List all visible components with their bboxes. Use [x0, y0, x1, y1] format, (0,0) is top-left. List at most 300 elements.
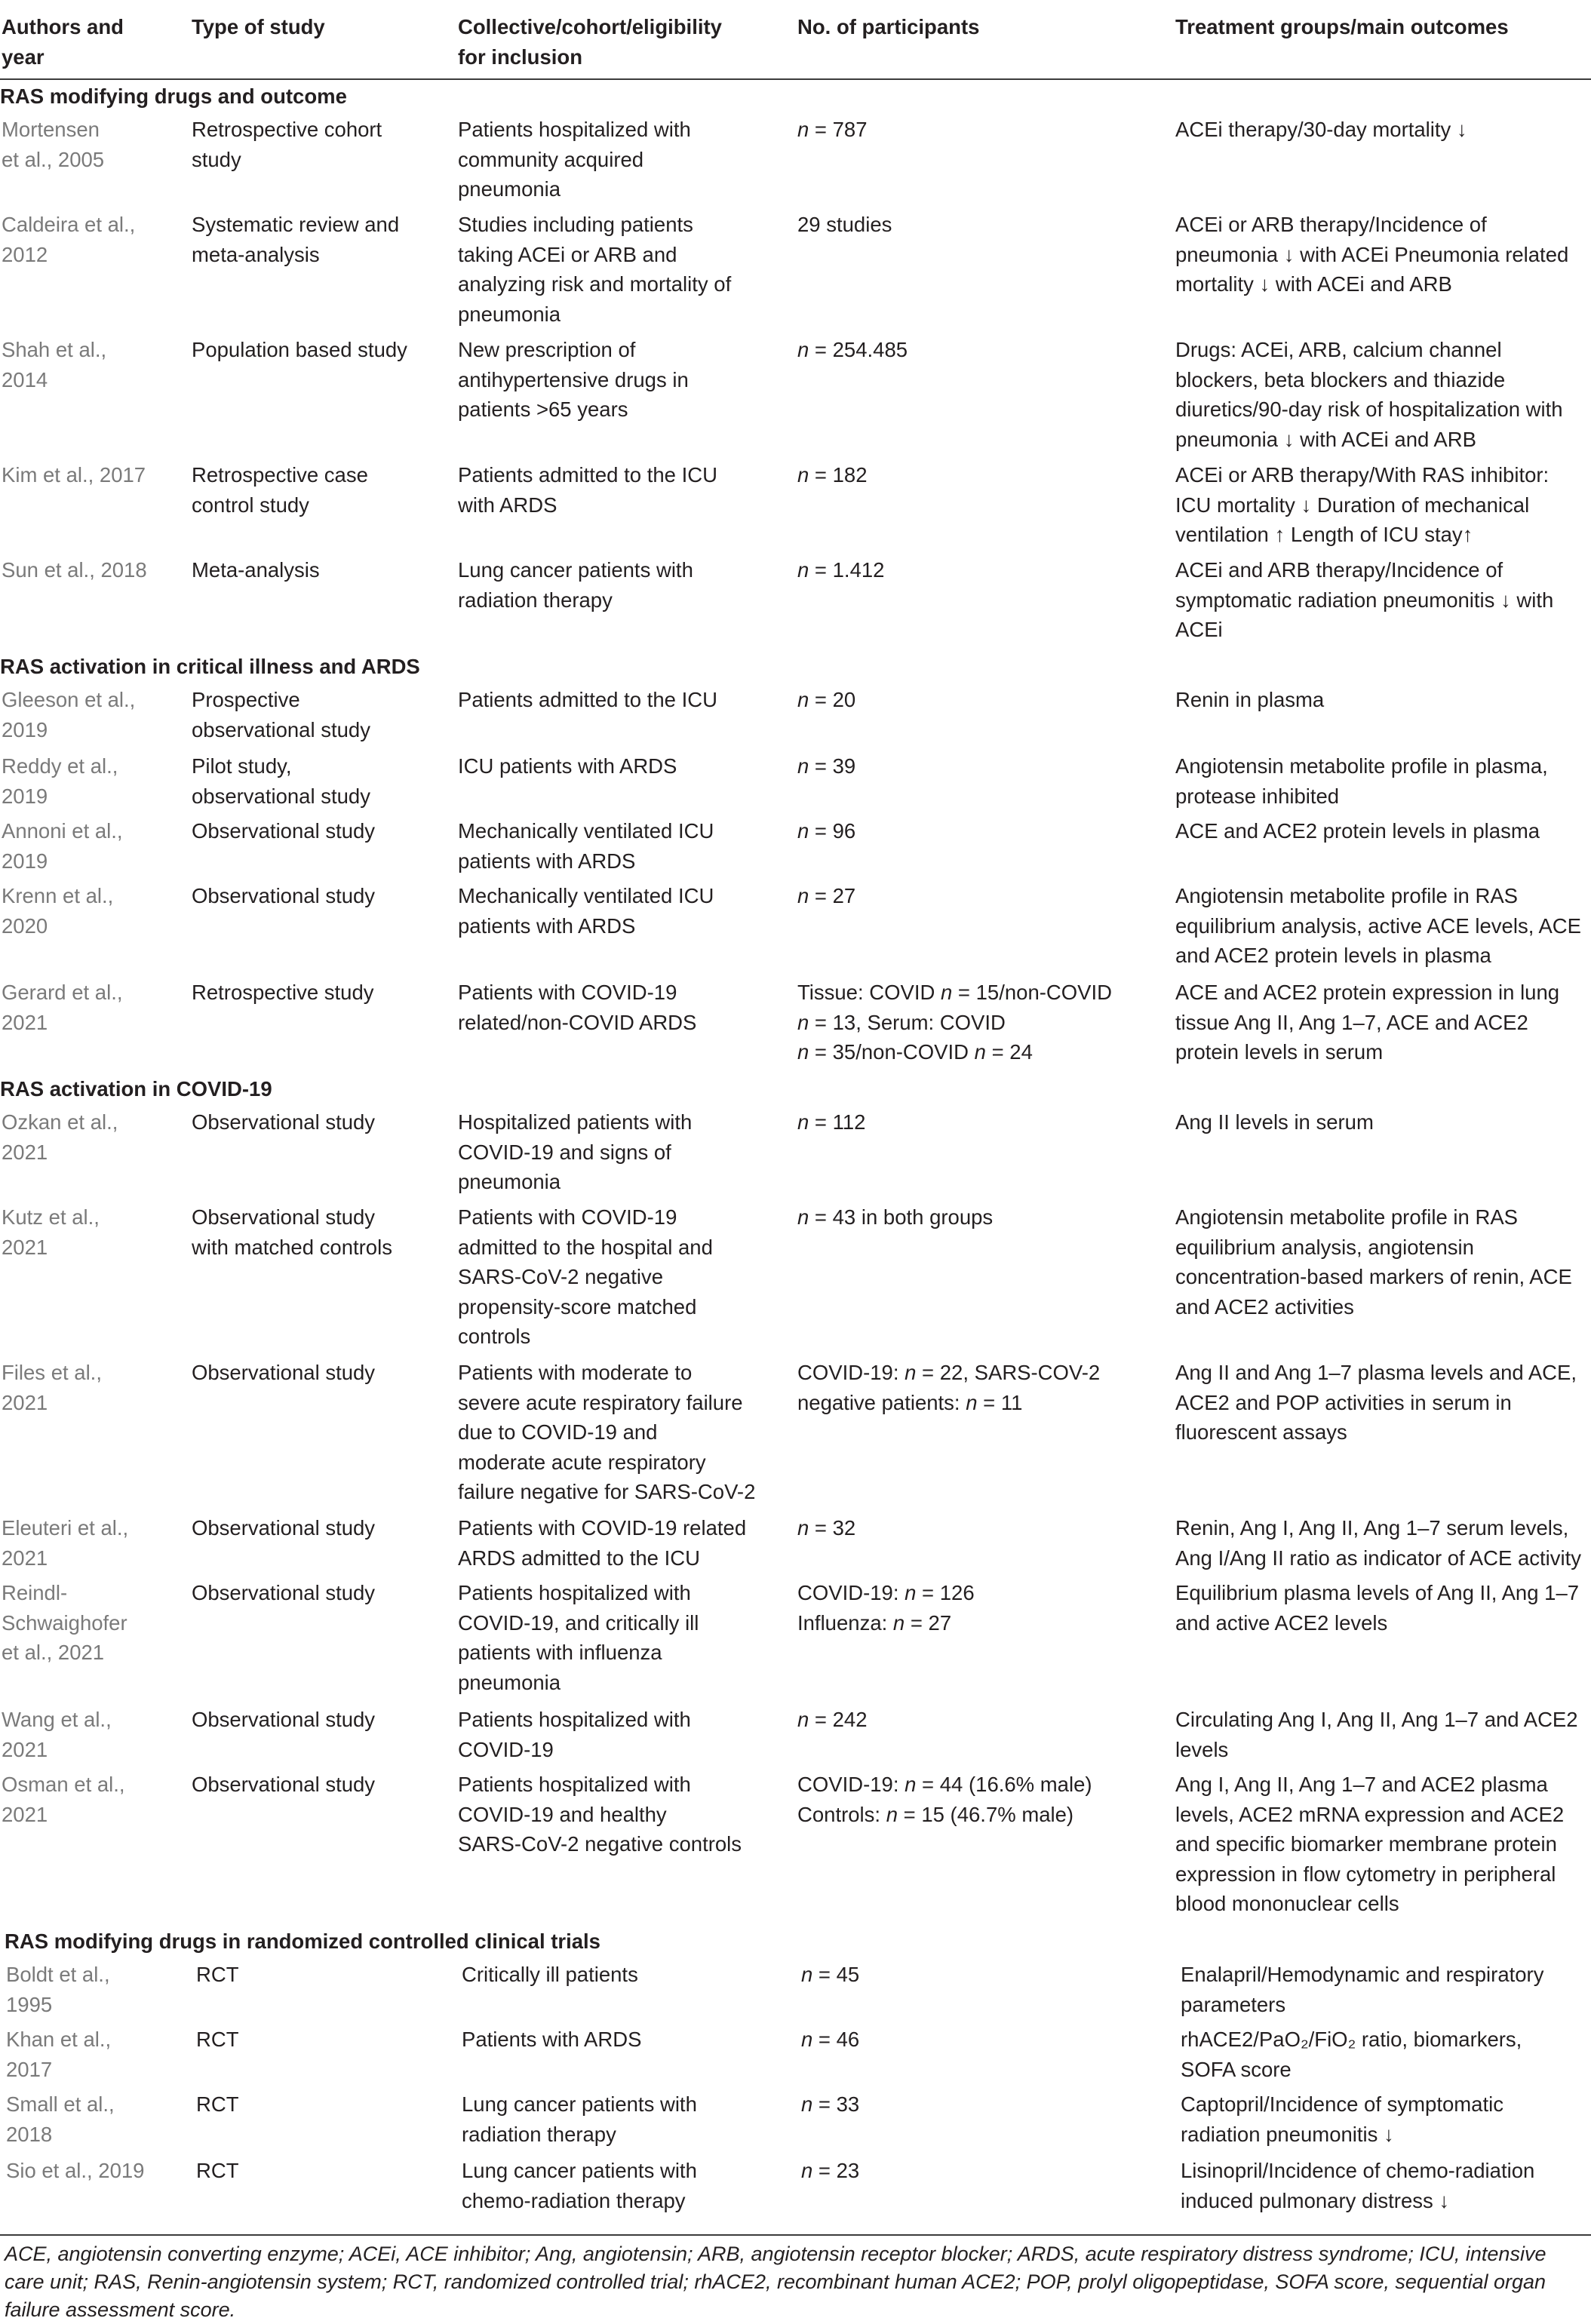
cohort-cell-line: Lung cancer patients with	[462, 2159, 697, 2182]
study-type-cell	[192, 685, 448, 744]
n-symbol: n	[797, 884, 809, 907]
authors-cell-line: 2018	[6, 2122, 53, 2146]
authors-cell	[6, 2025, 187, 2084]
participants-cell	[797, 335, 1129, 365]
cohort-cell-line: Lung cancer patients with	[458, 558, 693, 582]
cohort-cell	[458, 1358, 782, 1507]
study-type-cell-line: observational study	[192, 717, 370, 741]
section-heading	[0, 1923, 1591, 1958]
study-type-cell	[192, 1705, 448, 1735]
table-footnote	[0, 2234, 1591, 2324]
study-type-cell	[192, 115, 448, 174]
cohort-cell-line: Patients hospitalized with	[458, 118, 691, 141]
n-symbol: n	[974, 1040, 986, 1064]
participants-text: = 33	[812, 2092, 860, 2116]
participants-text: COVID-19:	[797, 1773, 905, 1796]
authors-cell-line: 2019	[2, 784, 48, 808]
study-type-cell-line: Retrospective case	[192, 463, 368, 487]
header-authors-line: Authors and	[2, 15, 124, 38]
authors-cell	[2, 1578, 183, 1668]
participants-text: = 45	[812, 1963, 860, 1986]
outcome-cell-line: rhACE2/PaO₂/FiO₂ ratio, biomarkers,	[1181, 2028, 1522, 2051]
study-type-cell	[192, 460, 448, 520]
outcome-cell-line: and specific biomarker membrane protein	[1175, 1832, 1557, 1856]
authors-cell-line: Schwaighofer	[2, 1610, 127, 1635]
authors-cell-line: Mortensen	[2, 118, 100, 141]
cohort-cell-line: taking ACEi or ARB and	[458, 242, 677, 266]
header-participants: No. of participants	[797, 15, 980, 38]
n-symbol: n	[797, 1516, 809, 1540]
study-type-cell	[192, 1513, 448, 1543]
n-symbol: n	[797, 819, 809, 843]
participants-cell	[797, 816, 1129, 846]
study-type-cell	[192, 1107, 448, 1137]
cohort-cell	[462, 2089, 786, 2149]
authors-cell-line: 2019	[2, 849, 48, 873]
outcome-cell	[1175, 115, 1591, 145]
n-symbol: n	[797, 118, 809, 141]
study-type-cell-line: Prospective	[192, 688, 300, 711]
participants-text: = 112	[809, 1110, 866, 1134]
outcome-cell	[1175, 816, 1591, 846]
participants-cell	[797, 1578, 1129, 1638]
cohort-cell	[462, 2156, 786, 2215]
outcome-cell-line: Circulating Ang I, Ang II, Ang 1–7 and ACE2	[1175, 1708, 1578, 1731]
section-title: RAS activation in COVID-19	[0, 1077, 272, 1101]
n-symbol: n	[797, 754, 809, 778]
outcome-cell	[1175, 1202, 1591, 1322]
outcome-cell-line: protease inhibited	[1175, 784, 1340, 808]
outcome-cell-line: levels, ACE2 mRNA expression and ACE2	[1175, 1802, 1565, 1826]
cohort-cell-line: Patients admitted to the ICU	[458, 463, 717, 487]
outcome-cell-line: Angiotensin metabolite profile in RAS	[1175, 1205, 1519, 1229]
cohort-cell	[458, 881, 782, 941]
participants-cell	[797, 881, 1129, 911]
n-symbol: n	[801, 2092, 813, 2116]
participants-cell	[801, 2156, 1133, 2186]
table-row	[0, 2154, 1591, 2219]
participants-line	[797, 335, 1129, 365]
table-row	[0, 815, 1591, 880]
participants-line	[797, 881, 1129, 911]
participants-text: Controls:	[797, 1802, 886, 1826]
participants-text: = 20	[809, 688, 856, 711]
outcome-cell-line: Renin, Ang I, Ang II, Ang 1–7 serum levels,	[1175, 1516, 1569, 1540]
outcome-cell-line: Angiotensin metabolite profile in RAS	[1175, 884, 1519, 907]
participants-cell	[801, 1960, 1133, 1990]
study-type-cell	[196, 2156, 453, 2186]
authors-cell-line: Kutz et al.,	[2, 1205, 100, 1229]
cohort-cell-line: admitted to the hospital and	[458, 1235, 713, 1259]
outcome-cell-line: Enalapril/Hemodynamic and respiratory	[1181, 1963, 1544, 1986]
participants-cell	[797, 115, 1129, 145]
cohort-cell-line: patients >65 years	[458, 398, 628, 421]
n-symbol: n	[797, 463, 809, 487]
outcome-cell-line: pneumonia ↓ with ACEi and ARB	[1175, 427, 1476, 451]
authors-cell-line: Reddy et al.,	[2, 754, 118, 778]
outcome-cell-line: Renin in plasma	[1175, 688, 1325, 711]
cohort-cell-line: Patients with COVID-19	[458, 981, 677, 1004]
authors-cell-line: 2021	[2, 1802, 48, 1826]
outcome-cell-line: blockers, beta blockers and thiazide	[1175, 367, 1506, 391]
authors-cell	[2, 978, 183, 1037]
cohort-cell-line: community acquired	[458, 147, 644, 171]
outcome-cell	[1181, 2089, 1591, 2149]
authors-cell-line: 2021	[2, 1546, 48, 1570]
participants-line	[797, 978, 1129, 1008]
study-type-cell	[192, 881, 448, 911]
cohort-cell	[458, 115, 782, 204]
outcome-cell-line: Ang I/Ang II ratio as indicator of ACE activity	[1175, 1546, 1582, 1570]
study-type-cell-line: Population based study	[192, 338, 407, 361]
table-row	[0, 1768, 1591, 1923]
n-symbol: n	[797, 1708, 809, 1731]
authors-cell-line: 2014	[2, 367, 48, 391]
header-collective-line: for inclusion	[458, 45, 582, 69]
cohort-cell-line: analyzing risk and mortality of	[458, 272, 732, 296]
participants-text: = 27	[809, 884, 856, 907]
study-type-cell-line: control study	[192, 493, 309, 517]
participants-text: = 1.412	[809, 558, 885, 582]
participants-cell	[797, 1202, 1129, 1233]
cohort-cell-line: Mechanically ventilated ICU	[458, 884, 714, 907]
participants-text: = 44 (16.6% male)	[916, 1773, 1092, 1796]
outcome-cell-line: Ang II and Ang 1–7 plasma levels and ACE,	[1175, 1361, 1577, 1384]
authors-cell-line: Wang et al.,	[2, 1708, 112, 1731]
table-row	[0, 333, 1591, 459]
participants-cell	[801, 2025, 1133, 2055]
table-row	[0, 113, 1591, 208]
participants-line	[797, 210, 1129, 240]
study-type-cell	[196, 1960, 453, 1990]
table-row	[0, 1106, 1591, 1201]
participants-text: = 96	[809, 819, 856, 843]
cohort-cell	[462, 1960, 786, 1990]
authors-cell-line: Krenn et al.,	[2, 884, 114, 907]
participants-text: = 254.485	[809, 338, 908, 361]
outcome-cell-line: Lisinopril/Incidence of chemo-radiation	[1181, 2159, 1535, 2182]
cohort-cell-line: COVID-19, and critically ill	[458, 1610, 699, 1635]
outcome-cell-line: blood mononuclear cells	[1175, 1892, 1399, 1915]
outcome-cell	[1181, 2025, 1591, 2084]
cohort-cell-line: radiation therapy	[458, 588, 613, 612]
n-symbol: n	[797, 558, 809, 582]
n-symbol: n	[797, 1205, 809, 1229]
participants-line	[797, 115, 1129, 145]
authors-cell-line: Small et al.,	[6, 2092, 115, 2116]
cohort-cell	[458, 210, 782, 329]
authors-cell	[2, 685, 183, 744]
outcome-cell-line: induced pulmonary distress ↓	[1181, 2188, 1450, 2212]
table-row	[0, 2088, 1591, 2154]
authors-cell-line: et al., 2021	[2, 1641, 105, 1664]
participants-line	[801, 2025, 1133, 2055]
outcome-cell	[1175, 1358, 1591, 1448]
study-type-cell-line: RCT	[196, 1963, 239, 1986]
header-collective-line: Collective/cohort/eligibility	[458, 15, 722, 38]
outcome-cell-line: Drugs: ACEi, ARB, calcium channel	[1175, 338, 1502, 361]
cohort-cell-line: propensity-score matched	[458, 1294, 697, 1319]
cohort-cell-line: patients with ARDS	[458, 913, 636, 938]
cohort-cell	[458, 751, 782, 781]
study-type-cell-line: Observational study	[192, 819, 376, 843]
table-row	[0, 1703, 1591, 1768]
study-type-cell	[192, 555, 448, 585]
authors-cell	[6, 2089, 187, 2149]
outcome-cell-line: symptomatic radiation pneumonitis ↓ with	[1175, 588, 1554, 612]
participants-cell	[797, 1770, 1129, 1829]
outcome-cell	[1175, 978, 1591, 1067]
header-outcomes: Treatment groups/main outcomes	[1175, 15, 1509, 38]
authors-cell	[2, 210, 183, 269]
participants-cell	[797, 751, 1129, 781]
section-heading	[0, 1073, 1591, 1106]
table-row	[0, 1512, 1591, 1576]
n-symbol: n	[801, 1963, 813, 1986]
table-row	[0, 554, 1591, 650]
authors-cell	[2, 881, 183, 941]
participants-line	[797, 1770, 1129, 1800]
study-type-cell	[192, 1578, 448, 1608]
outcome-cell-line: mortality ↓ with ACEi and ARB	[1175, 272, 1452, 296]
cohort-cell	[458, 816, 782, 876]
n-symbol: n	[797, 338, 809, 361]
participants-text: = 32	[809, 1516, 856, 1540]
authors-cell	[2, 816, 183, 876]
participants-cell	[797, 555, 1129, 585]
participants-line	[797, 1800, 1129, 1830]
participants-cell	[797, 1513, 1129, 1543]
footnote-line: ACE, angiotensin converting enzyme; ACEi, ACE inhibitor; Ang, angiotensin; ARB, angiotensin receptor blocker; ARDS, acute respiratory distress syndrome; ICU, intensive	[5, 2243, 1546, 2265]
participants-text: = 39	[809, 754, 856, 778]
section-title: RAS modifying drugs in randomized controlled clinical trials	[5, 1930, 600, 1953]
participants-cell	[797, 460, 1129, 490]
study-type-cell	[192, 978, 448, 1008]
cohort-cell-line: Lung cancer patients with	[462, 2092, 697, 2116]
table-header	[0, 0, 1591, 80]
outcome-cell-line: ACEi therapy/30-day mortality ↓	[1175, 118, 1467, 141]
participants-text: = 15/non-COVID	[952, 981, 1112, 1004]
n-symbol: n	[892, 1610, 905, 1635]
section-title: RAS activation in critical illness and ARDS	[0, 655, 420, 678]
authors-cell-line: Reindl-	[2, 1581, 68, 1604]
authors-cell-line: Boldt et al.,	[6, 1963, 110, 1986]
authors-cell	[6, 2156, 187, 2186]
cohort-cell-line: severe acute respiratory failure	[458, 1390, 743, 1414]
authors-cell-line: 2019	[2, 717, 48, 741]
cohort-cell-line: Critically ill patients	[462, 1963, 638, 1986]
authors-cell-line: 2021	[2, 1235, 48, 1259]
participants-line	[797, 1037, 1129, 1067]
study-type-cell-line: meta-analysis	[192, 242, 320, 266]
outcome-cell-line: equilibrium analysis, angiotensin	[1175, 1235, 1474, 1259]
table-row	[0, 1356, 1591, 1512]
authors-cell-line: 2021	[2, 1737, 48, 1761]
participants-line	[797, 1388, 1129, 1418]
participants-line	[797, 460, 1129, 490]
authors-cell	[2, 115, 183, 174]
cohort-cell-line: controls	[458, 1325, 531, 1348]
authors-cell	[2, 335, 183, 394]
study-type-cell-line: RCT	[196, 2028, 239, 2051]
outcome-cell	[1175, 881, 1591, 971]
cohort-cell-line: pneumonia	[458, 1170, 561, 1193]
participants-text: = 182	[809, 463, 868, 487]
authors-cell	[2, 1358, 183, 1417]
outcome-cell-line: Ang II levels in serum	[1175, 1110, 1374, 1134]
cohort-cell-line: failure negative for SARS-CoV-2	[458, 1480, 756, 1503]
outcome-cell-line: fluorescent assays	[1175, 1420, 1347, 1444]
header-authors	[2, 12, 183, 72]
cohort-cell	[458, 555, 782, 615]
authors-cell	[2, 751, 183, 811]
table-body	[0, 80, 1591, 2219]
study-type-cell-line: Observational study	[192, 1708, 376, 1731]
study-type-cell-line: RCT	[196, 2092, 239, 2116]
cohort-cell-line: ARDS admitted to the ICU	[458, 1546, 700, 1570]
participants-text: = 15 (46.7% male)	[897, 1802, 1074, 1826]
outcome-cell	[1175, 1513, 1591, 1573]
participants-cell	[797, 210, 1129, 240]
participants-cell	[797, 1705, 1129, 1735]
authors-cell-line: Gleeson et al.,	[2, 688, 136, 711]
outcome-cell-line: Ang I, Ang II, Ang 1–7 and ACE2 plasma	[1175, 1773, 1548, 1796]
participants-text: COVID-19:	[797, 1581, 905, 1604]
study-type-cell-line: Observational study	[192, 1773, 376, 1796]
authors-cell	[2, 1770, 183, 1829]
table-row	[0, 683, 1591, 750]
study-type-cell-line: Observational study	[192, 1110, 376, 1134]
outcome-cell-line: ACEi	[1175, 618, 1223, 641]
authors-cell-line: Kim et al., 2017	[2, 463, 146, 487]
outcome-cell	[1175, 555, 1591, 645]
n-symbol: n	[801, 2159, 813, 2182]
study-type-cell-line: Retrospective cohort	[192, 118, 382, 141]
cohort-cell	[458, 1107, 782, 1197]
n-symbol: n	[966, 1390, 978, 1414]
study-type-cell	[192, 335, 448, 365]
authors-cell	[2, 1513, 183, 1573]
outcome-cell-line: radiation pneumonitis ↓	[1181, 2122, 1394, 2146]
cohort-cell-line: SARS-CoV-2 negative controls	[458, 1832, 742, 1856]
participants-line	[797, 1358, 1129, 1388]
participants-line	[797, 1008, 1129, 1038]
participants-cell	[801, 2089, 1133, 2120]
participants-text: = 27	[905, 1610, 952, 1635]
n-symbol: n	[797, 1040, 809, 1064]
footnote-line: care unit; RAS, Renin-angiotensin system; RCT, randomized controlled trial; rhACE2, recombinant human ACE2; POP, prolyl oligopeptidase, SOFA score, sequential organ	[5, 2270, 1546, 2293]
cohort-cell-line: moderate acute respiratory	[458, 1450, 706, 1474]
participants-text: = 11	[977, 1390, 1023, 1414]
section-title: RAS modifying drugs and outcome	[0, 84, 347, 108]
outcome-cell	[1175, 1770, 1591, 1919]
outcome-cell	[1175, 685, 1591, 715]
outcome-cell-line: parameters	[1181, 1992, 1286, 2016]
cohort-cell-line: Studies including patients	[458, 213, 693, 236]
table-row	[0, 459, 1591, 554]
participants-cell	[797, 978, 1129, 1067]
study-type-cell	[192, 1770, 448, 1800]
study-type-cell-line: Observational study	[192, 1361, 376, 1384]
cohort-cell-line: antihypertensive drugs in	[458, 367, 689, 391]
section-heading	[0, 80, 1591, 113]
participants-line	[797, 1578, 1129, 1608]
cohort-cell	[458, 1578, 782, 1697]
cohort-cell-line: New prescription of	[458, 338, 636, 361]
cohort-cell-line: Patients with COVID-19 related	[458, 1516, 747, 1540]
participants-text: = 22, SARS-COV-2	[916, 1361, 1101, 1384]
header-type: Type of study	[192, 15, 325, 38]
cohort-cell-line: SARS-CoV-2 negative	[458, 1265, 664, 1288]
outcome-cell	[1181, 2156, 1591, 2215]
cohort-cell-line: related/non-COVID ARDS	[458, 1010, 697, 1034]
cohort-cell	[458, 685, 782, 715]
authors-cell-line: Caldeira et al.,	[2, 213, 136, 236]
cohort-cell-line: Patients hospitalized with	[458, 1773, 691, 1796]
study-type-cell-line: Retrospective study	[192, 981, 374, 1004]
cohort-cell-line: Patients hospitalized with	[458, 1708, 691, 1731]
participants-line	[797, 1705, 1129, 1735]
outcome-cell	[1175, 1705, 1591, 1764]
participants-text: = 787	[809, 118, 868, 141]
participants-cell	[797, 1107, 1129, 1137]
participants-line	[797, 555, 1129, 585]
cohort-cell	[458, 1202, 782, 1352]
cohort-cell-line: COVID-19 and healthy	[458, 1802, 667, 1826]
outcome-cell-line: ACE and ACE2 protein expression in lung	[1175, 981, 1560, 1004]
header-authors-line: year	[2, 45, 45, 69]
participants-line	[797, 1107, 1129, 1137]
study-type-cell-line: observational study	[192, 784, 370, 808]
participants-text: = 126	[916, 1581, 975, 1604]
study-type-cell	[192, 210, 448, 269]
cohort-cell-line: radiation therapy	[462, 2122, 616, 2146]
authors-cell-line: Sio et al., 2019	[6, 2159, 145, 2182]
cohort-cell-line: ICU patients with ARDS	[458, 754, 677, 778]
cohort-cell	[458, 1705, 782, 1764]
cohort-cell	[458, 460, 782, 520]
n-symbol: n	[886, 1802, 898, 1826]
authors-cell-line: Khan et al.,	[6, 2028, 112, 2051]
participants-line	[797, 1513, 1129, 1543]
participants-line	[797, 685, 1129, 715]
outcome-cell-line: ACEi or ARB therapy/With RAS inhibitor:	[1175, 463, 1550, 487]
cohort-cell-line: Patients hospitalized with	[458, 1581, 691, 1604]
study-type-cell	[192, 1202, 448, 1262]
authors-cell-line: Sun et al., 2018	[2, 558, 147, 582]
outcome-cell-line: Equilibrium plasma levels of Ang II, Ang 1–7	[1175, 1581, 1580, 1604]
table-row	[0, 1576, 1591, 1703]
study-type-cell-line: Observational study	[192, 1581, 376, 1604]
outcome-cell	[1175, 751, 1591, 811]
table-row	[0, 750, 1591, 815]
participants-text: negative patients:	[797, 1390, 966, 1414]
study-type-cell-line: Observational study	[192, 1516, 376, 1540]
cohort-cell-line: with ARDS	[458, 493, 557, 517]
outcome-cell-line: SOFA score	[1181, 2057, 1292, 2081]
authors-cell	[2, 1202, 183, 1262]
participants-cell	[797, 685, 1129, 715]
cohort-cell-line: patients with influenza	[458, 1641, 662, 1664]
header-collective	[458, 12, 782, 72]
table-row	[0, 2023, 1591, 2088]
cohort-cell	[458, 978, 782, 1037]
participants-text: = 13, Serum: COVID	[809, 1010, 1006, 1034]
authors-cell	[2, 1705, 183, 1764]
outcome-cell-line: Angiotensin metabolite profile in plasma,	[1175, 754, 1548, 778]
study-type-cell-line: RCT	[196, 2159, 239, 2182]
authors-cell-line: 2021	[2, 1390, 48, 1414]
